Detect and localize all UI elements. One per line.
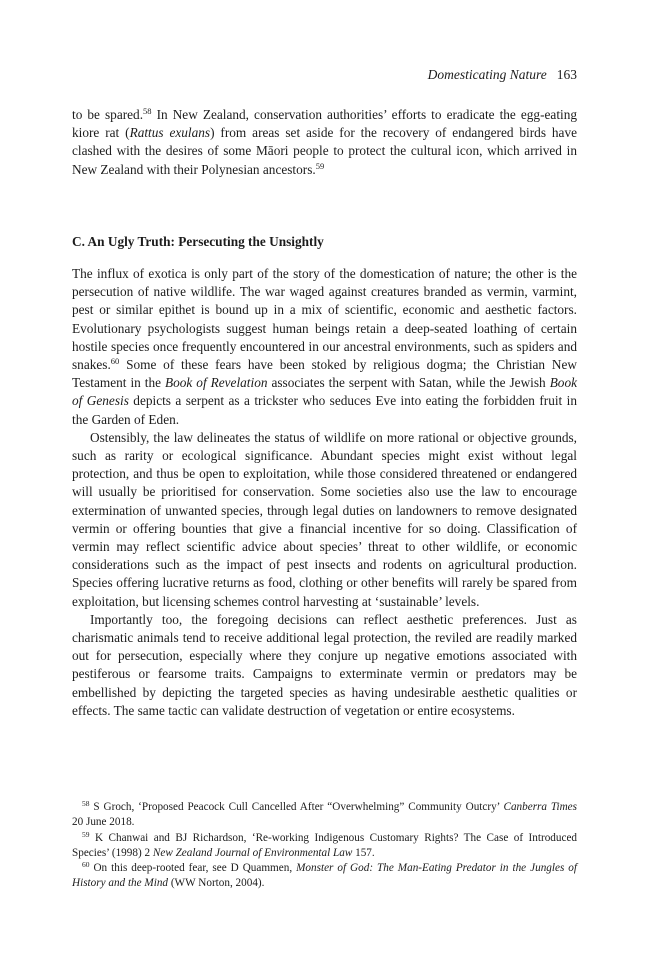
text-run: Some of these fears have been stoked by religious dogma; the Christian New Testament in the	[72, 357, 577, 391]
footnote-number: 60	[82, 860, 90, 870]
running-title: Domesticating Nature	[427, 67, 547, 82]
text-run: depicts a serpent as a trickster who seduces Eve into eating the forbidden fruit in the Garden of Eden.	[72, 393, 577, 427]
journal-title: New Zealand Journal of Environmental Law	[152, 846, 353, 859]
text-run: On this deep-rooted fear, see D Quammen,	[89, 862, 297, 875]
footnotes	[72, 800, 577, 892]
footnote-60	[72, 861, 577, 892]
page-number: 163	[556, 67, 577, 82]
book-title: Book of Revelation	[165, 375, 268, 391]
paragraph	[72, 265, 577, 429]
text-run: In New Zealand, conservation authorities’ efforts to eradicate the egg-eating kiore rat (	[72, 107, 578, 141]
footnote-number: 59	[82, 829, 90, 839]
species-name: Rattus exulans	[129, 125, 211, 141]
body-text	[72, 265, 577, 720]
section-heading: C. An Ugly Truth: Persecuting the Unsightly	[72, 234, 324, 249]
text-run: (WW Norton, 2004).	[168, 877, 265, 890]
text-run: K Chanwai and BJ Richardson, ‘Re-working Indigenous Customary Rights? The Case of Introduced Species’ (1998) 2	[72, 831, 577, 859]
paragraph-continuation	[72, 106, 577, 179]
text-run: 157.	[352, 846, 375, 859]
text-run: ) from areas set aside for the recovery of endangered birds have clashed with the desires of some Māori people to protect the cultural icon, which arrived in New Zealand with their Polynesian ancestors.	[72, 125, 577, 177]
journal-title: Canberra Times	[503, 801, 578, 813]
footnote-ref-58[interactable]: 58	[143, 106, 152, 116]
running-header	[428, 67, 577, 83]
paragraph: Importantly too, the foregoing decisions can reflect aesthetic preferences. Just as charismatic animals tend to receive additional legal protection, the reviled are readily marked out for persecution, especially where they conjure up negative emotions associated with pestiferous or fearsome traits. Campaigns to exterminate vermin or predators may be embellished by depicting the targeted species as having undesirable aesthetic qualities or effects. The same tactic can validate destruction of vegetation or entire ecosystems.	[72, 611, 577, 718]
text-run: to be spared.	[72, 107, 144, 122]
book-title: Book of Genesis	[72, 375, 578, 409]
paragraph: Ostensibly, the law delineates the status of wildlife on more rational or objective grounds, such as rarity or ecological significance. Abundant species might exist without legal protection, and thus be open to exploitation, while those considered threatened or endangered will usually be prioritised for conservation. Some societies also use the law to encourage extermination of unwanted species, through legal duties on landowners to remove designated vermin or offering bounties that give a financial incentive for so doing. Classification of vermin may reflect scientific advice about species’ threat to other wildlife, or economic considerations such as the impact of pest insects and rodents on agricultural production. Species offering lucrative returns as food, clothing or other benefits will rarely be spared from exploitation, but licensing schemes control harvesting at ‘sustainable’ levels.	[72, 429, 577, 609]
text-run: 20 June 2018.	[72, 816, 135, 829]
footnote-ref-60[interactable]: 60	[110, 356, 120, 367]
footnote-58	[72, 800, 577, 831]
footnote-ref-59[interactable]: 59	[315, 160, 325, 171]
text-run: S Groch, ‘Proposed Peacock Cull Cancelled After “Overwhelming” Community Outcry’	[89, 801, 504, 813]
text-run: The influx of exotica is only part of the story of the domestication of nature; the other is the persecution of native wildlife. The war waged against creatures branded as vermin, varmint, pest or similar epithet is bound up in a mix of scientific, economic and aesthetic factors. Evolutionary psychologists suggest human beings retain a deep-seated loathing of certain hostile species once frequently encountered in our ancestral environments, such as spiders and snakes.	[72, 266, 577, 373]
text-run: associates the serpent with Satan, while the Jewish	[267, 375, 550, 391]
footnote-59	[72, 831, 577, 862]
footnote-number: 58	[82, 799, 90, 808]
book-title: Monster of God: The Man-Eating Predator in the Jungles of History and the Mind	[72, 862, 577, 890]
